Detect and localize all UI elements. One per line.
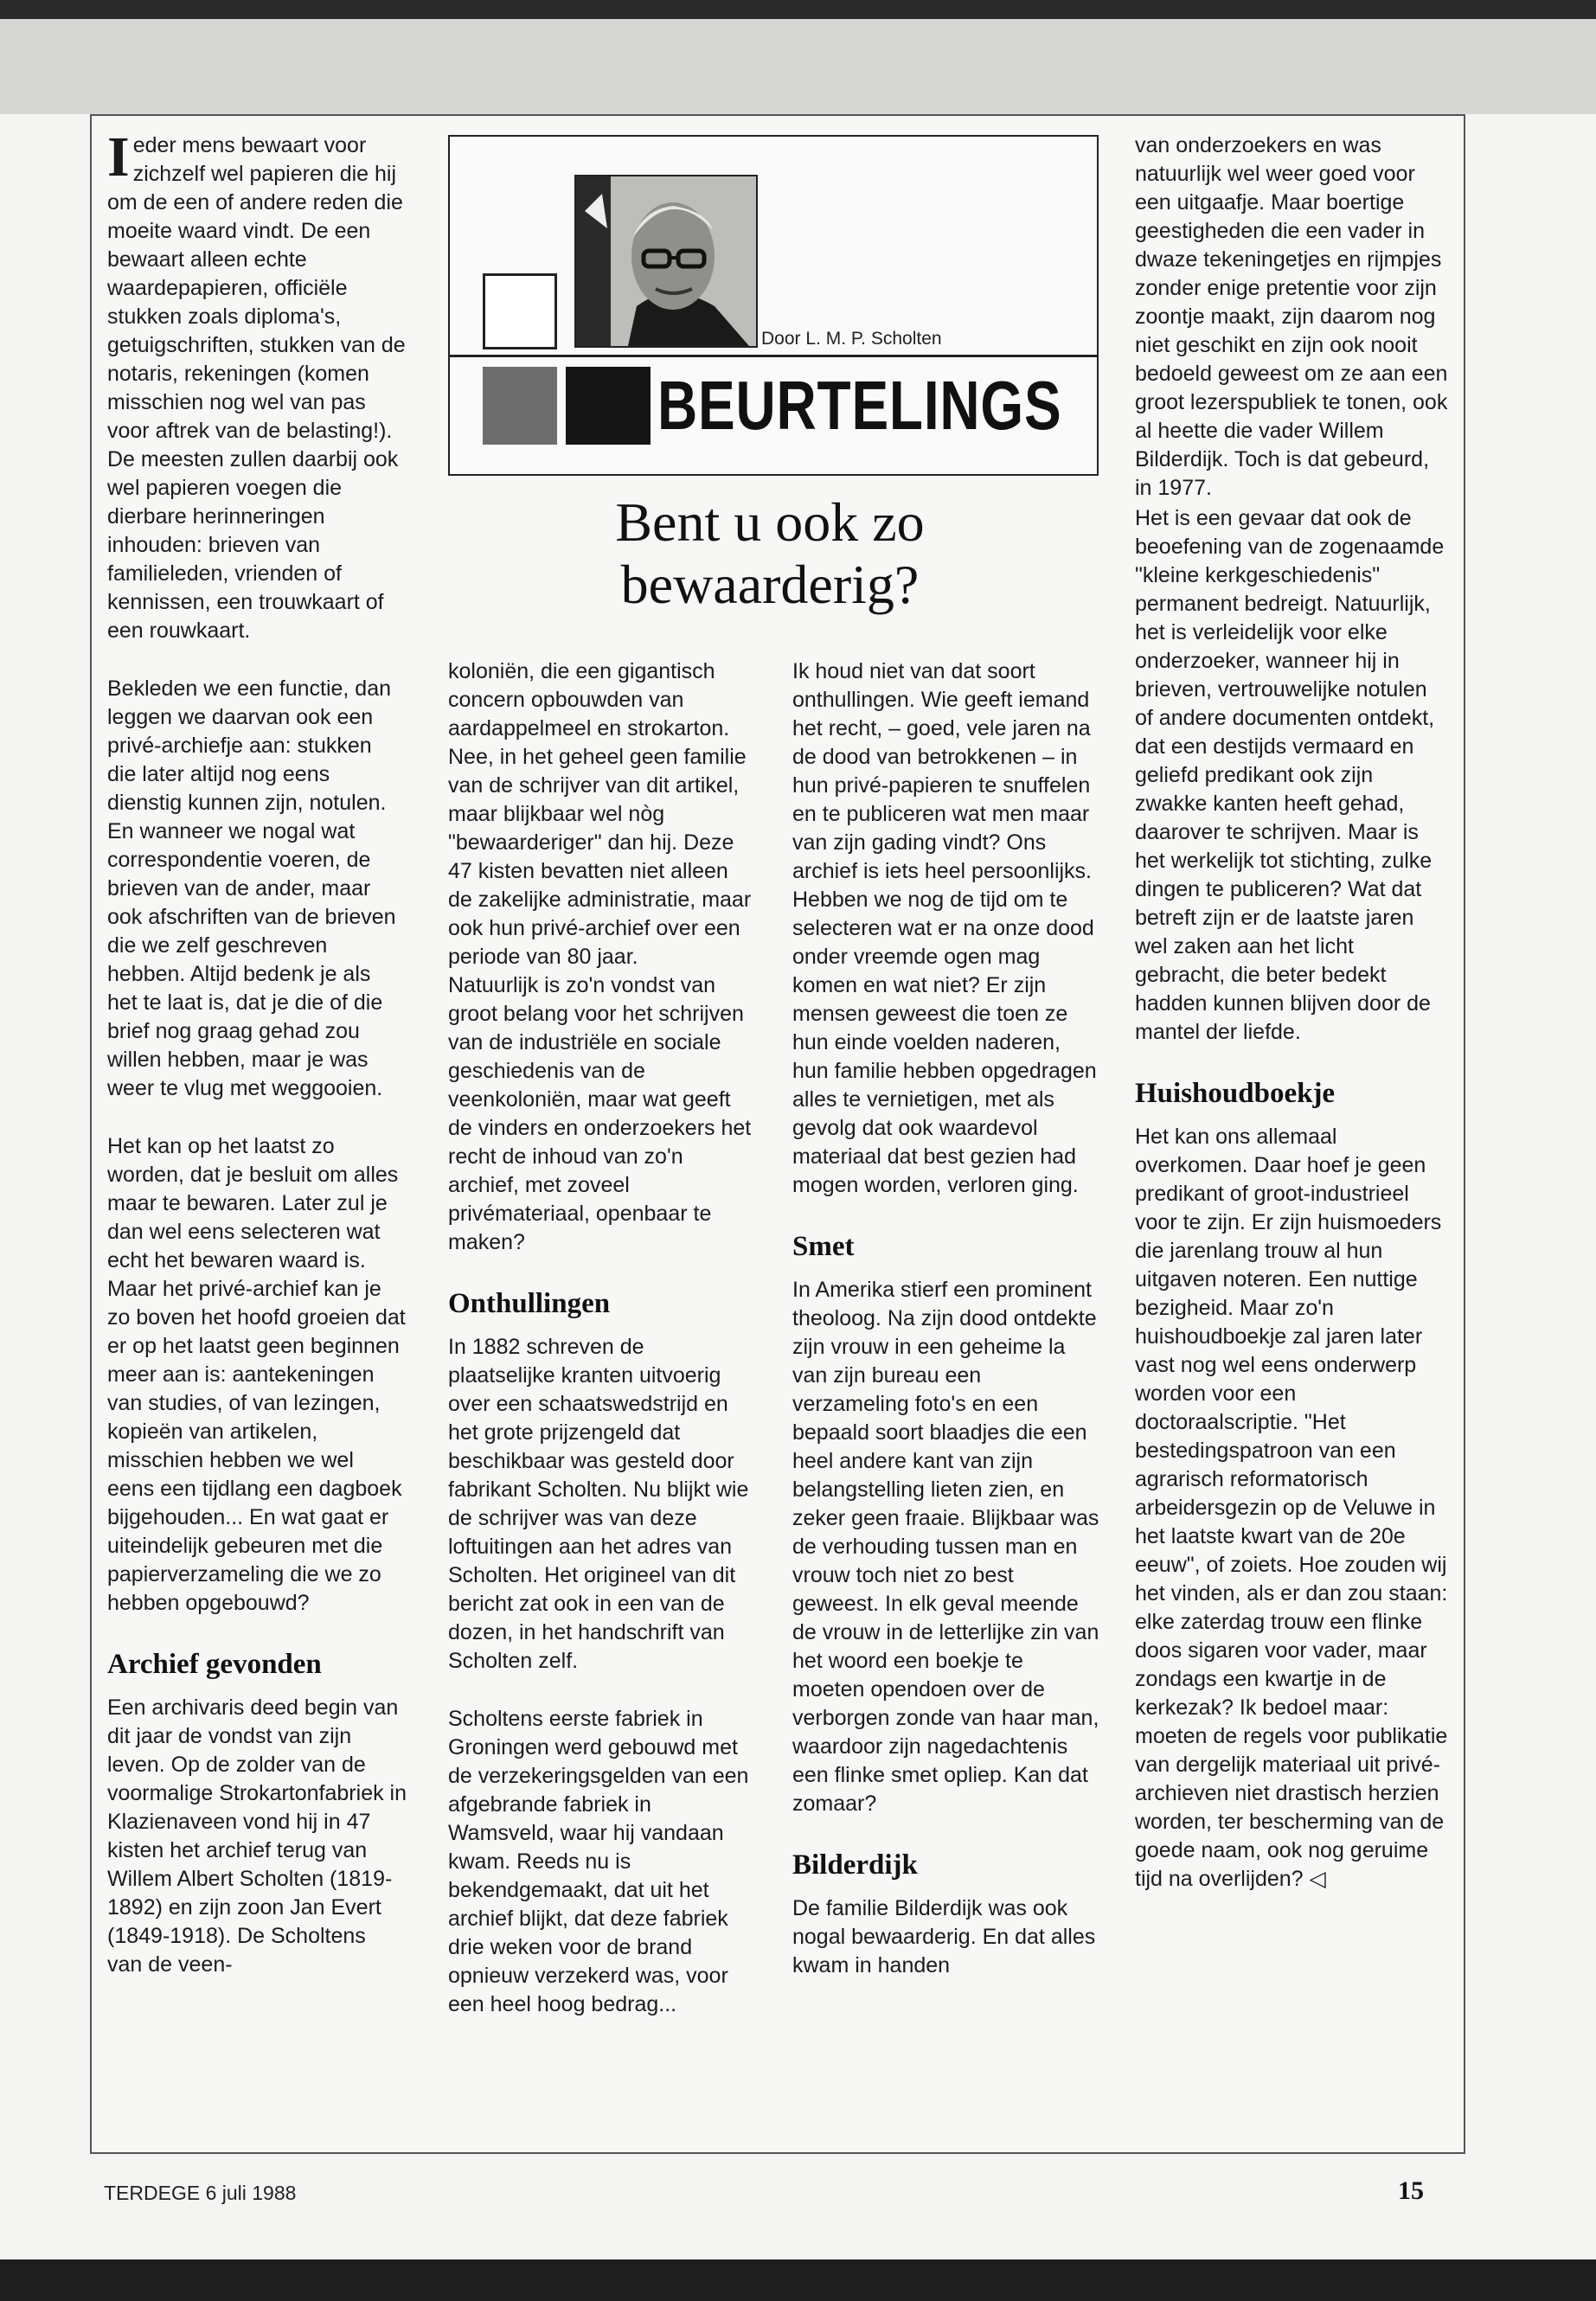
section-heading: Smet — [792, 1231, 855, 1262]
paragraph: Scholtens eerste fabriek in Groningen werd gebouwd met de verzekeringsgelden van een afgebrande fabriek in Wamsveld, waar hij vandaan kwam. Reeds nu is bekendgemaakt, dat uit het archief blijkt, dat deze fabriek drie weken voor de brand opnieuw verzekerd was, voor een heel hoog bedrag... — [448, 1707, 749, 2016]
drop-cap: I — [107, 125, 130, 189]
column-1 — [107, 125, 407, 2009]
paragraph: Bekleden we een functie, dan leggen we daarvan ook een privé-archiefje aan: stukken die later altijd nog eens dienstig kunnen zijn, notulen. En wanneer we nogal wat correspondentie voeren, de brieven van de ander, maar ook afschriften van de brieven die we zelf geschreven hebben. Altijd bedenk je als het te laat is, dat je die of die brief nog graag gehad zou willen hebben, maar je was weer te vlug met weggooien. — [107, 676, 396, 1100]
series-title: BEURTELINGS — [657, 367, 1062, 444]
article-headline: Bent u ook zo bewaarderig? — [615, 491, 925, 615]
section-heading: Onthullingen — [448, 1288, 611, 1319]
gray-square-ornament — [483, 367, 557, 445]
publication-footer: TERDEGE 6 juli 1988 — [104, 2182, 297, 2204]
scan-bottom-edge — [0, 2259, 1596, 2301]
column-3 — [792, 657, 1100, 2009]
paragraph: In 1882 schreven de plaatselijke kranten uitvoerig over een schaatswedstrijd en het grote prijzengeld dat beschikbaar was gesteld door fabrikant Scholten. Nu blijkt wie de schrijver was van deze loftuitingen aan het adres van Scholten. Het origineel van dit bericht zat ook in een van de dozen, in het handschrift van Scholten zelf. — [448, 1335, 749, 1673]
page-number: 15 — [1398, 2176, 1424, 2205]
intro-paragraph: Ieder mens bewaart voor zichzelf wel papieren die hij om de een of andere reden die moeite waard vindt. De een bewaart alleen echte waardepapieren, officiële stukken zoals diploma's, getuigschriften, stukken van de notaris, rekeningen (komen misschien nog wel van pas voor aftrek van de belasting!). De meesten zullen daarbij ook wel papieren voegen die dierbare herinneringen inhouden: brieven van familieleden, vrienden of kennissen, een trouwkaart of een rouwkaart. — [107, 125, 406, 643]
column-4 — [1135, 131, 1448, 1923]
paragraph: In Amerika stierf een prominent theoloog. Na zijn dood ontdekte zijn vrouw in een geheime la van zijn bureau een verzameling foto's en een bepaald soort blaadjes die een heel andere kant van zijn belangstelling lieten zien, en zeker geen fraaie. Blijkbaar was de verhouding tussen man en vrouw toch niet zo best geweest. In elk geval meende de vrouw in de letterlijke zin van het woord een boekje te moeten opendoen over de verborgen zonde van haar man, waardoor zijn nagedachtenis een flinke smet opliep. Kan dat zomaar? — [792, 1278, 1099, 1816]
paragraph: De familie Bilderdijk was ook nogal bewaarderig. En dat alles kwam in handen — [792, 1896, 1096, 1977]
paragraph: Het kan op het laatst zo worden, dat je besluit om alles maar te bewaren. Later zul je dan wel eens selecteren wat echt het bewaren waard is. Maar het privé-archief kan je zo boven het hoofd groeien dat er op het laatst geen beginnen meer aan is: aantekeningen van studies, of van lezingen, kopieën van artikelen, misschien hebben we wel eens een tijdlang een dagboek bijgehouden... En wat gaat er uiteindelijk gebeuren met die papierverzameling die we zo hebben opgebouwd? — [107, 1134, 406, 1615]
author-portrait — [574, 175, 758, 348]
scan-margin — [0, 19, 1596, 114]
column-2 — [448, 657, 753, 2048]
column-header-box — [448, 135, 1099, 476]
paragraph: Ik houd niet van dat soort onthullingen. Wie geeft iemand het recht, – goed, vele jaren na de dood van betrokkenen – in hun privé-papieren te snuffelen en te publiceren wat men maar van zijn gading vindt? Ons archief is iets heel persoonlijks. Hebben we nog de tijd om te selecteren wat er na onze dood onder vreemde ogen mag komen en wat niet? Er zijn mensen geweest die toen ze hun einde voelden naderen, hun familie hebben opgedragen alles te vernietigen, met als gevolg dat ook waardevol materiaal dat best gezien had mogen worden, verloren ging. — [792, 659, 1097, 1197]
section-heading: Huishoudboekje — [1135, 1078, 1336, 1109]
paragraph: koloniën, die een gigantisch concern opbouwden van aardappelmeel en strokarton. Nee, in het geheel geen familie van de schrijver van dit artikel, maar blijkbaar wel nòg "bewaarderiger" dan hij. Deze 47 kisten bevatten niet alleen de zakelijke administratie, maar ook hun privé-archief over een periode van 80 jaar. — [448, 659, 752, 969]
paragraph: Het is een gevaar dat ook de beoefening van de zogenaamde "kleine kerkgeschiedenis" permanent bedreigt. Natuurlijk, het is verleidelijk voor elke onderzoeker, wanneer hij in brieven, vertrouwelijke notulen of andere documenten ontdekt, dat een destijds vermaard en geliefd predikant ook zijn zwakke kanten heeft gehad, daarover te schrijven. Maar is het werkelijk tot stichting, zulke dingen te publiceren? Wat dat betreft zijn er de laatste jaren wel zaken aan het licht gebracht, die beter bedekt hadden kunnen blijven door de mantel der liefde. — [1135, 506, 1445, 1044]
header-divider — [450, 355, 1097, 357]
author-byline: Door L. M. P. Scholten — [761, 329, 942, 349]
author-portrait-icon — [576, 176, 756, 346]
section-heading: Bilderdijk — [792, 1849, 918, 1881]
paragraph: Het kan ons allemaal overkomen. Daar hoef je geen predikant of groot-industrieel voor te zijn. Er zijn huismoeders die jarenlang trouw al hun uitgaven noteren. Een nuttige bezigheid. Maar zo'n huishoudboekje zal jaren later vast nog wel eens onderwerp worden voor een doctoraalscriptie. "Het bestedingspatroon van een agrarisch reformatorisch arbeidersgezin op de Veluwe in het laatste kwart van de 20e eeuw", of zoiets. Hoe zouden wij het vinden, als er dan zou staan: elke zaterdag trouw een flinke doos sigaren voor vader, maar zondags een kwartje in de kerkezak? Ik bedoel maar: moeten de regels voor publikatie van dergelijk materiaal uit privé-archieven niet drastisch herzien worden, ter bescherming van de goede naam, ook nog geruime tijd na overlijden? ◁ — [1135, 1125, 1448, 1891]
paragraph: van onderzoekers en was natuurlijk wel weer goed voor een uitgaafje. Maar boertige geestigheden die een vader in dwaze tekeningetjes en rijmpjes zonder enige pretentie voor zijn zoontje maakt, zijn daarom nog niet geschikt en zijn ook nooit bedoeld geweest om ze aan een groot lezerspubliek te tonen, ook al heette die vader Willem Bilderdijk. Toch is dat gebeurd, in 1977. — [1135, 133, 1448, 500]
outline-square-ornament — [483, 273, 557, 349]
section-heading: Archief gevonden — [107, 1649, 322, 1680]
paragraph: Natuurlijk is zo'n vondst van groot belang voor het schrijven van de industriële en sociale geschiedenis van de veenkoloniën, maar wat geeft de vinders en onderzoekers het recht de inhoud van zo'n archief, met zoveel privémateriaal, openbaar te maken? — [448, 973, 752, 1254]
black-square-ornament — [566, 367, 651, 445]
paragraph: Een archivaris deed begin van dit jaar de vondst van zijn leven. Op de zolder van de voormalige Strokartonfabriek in Klazienaveen vond hij in 47 kisten het archief terug van Willem Albert Scholten (1819-1892) en zijn zoon Jan Evert (1849-1918). De Scholtens van de veen- — [107, 1695, 407, 1977]
scan-top-edge — [0, 0, 1596, 19]
